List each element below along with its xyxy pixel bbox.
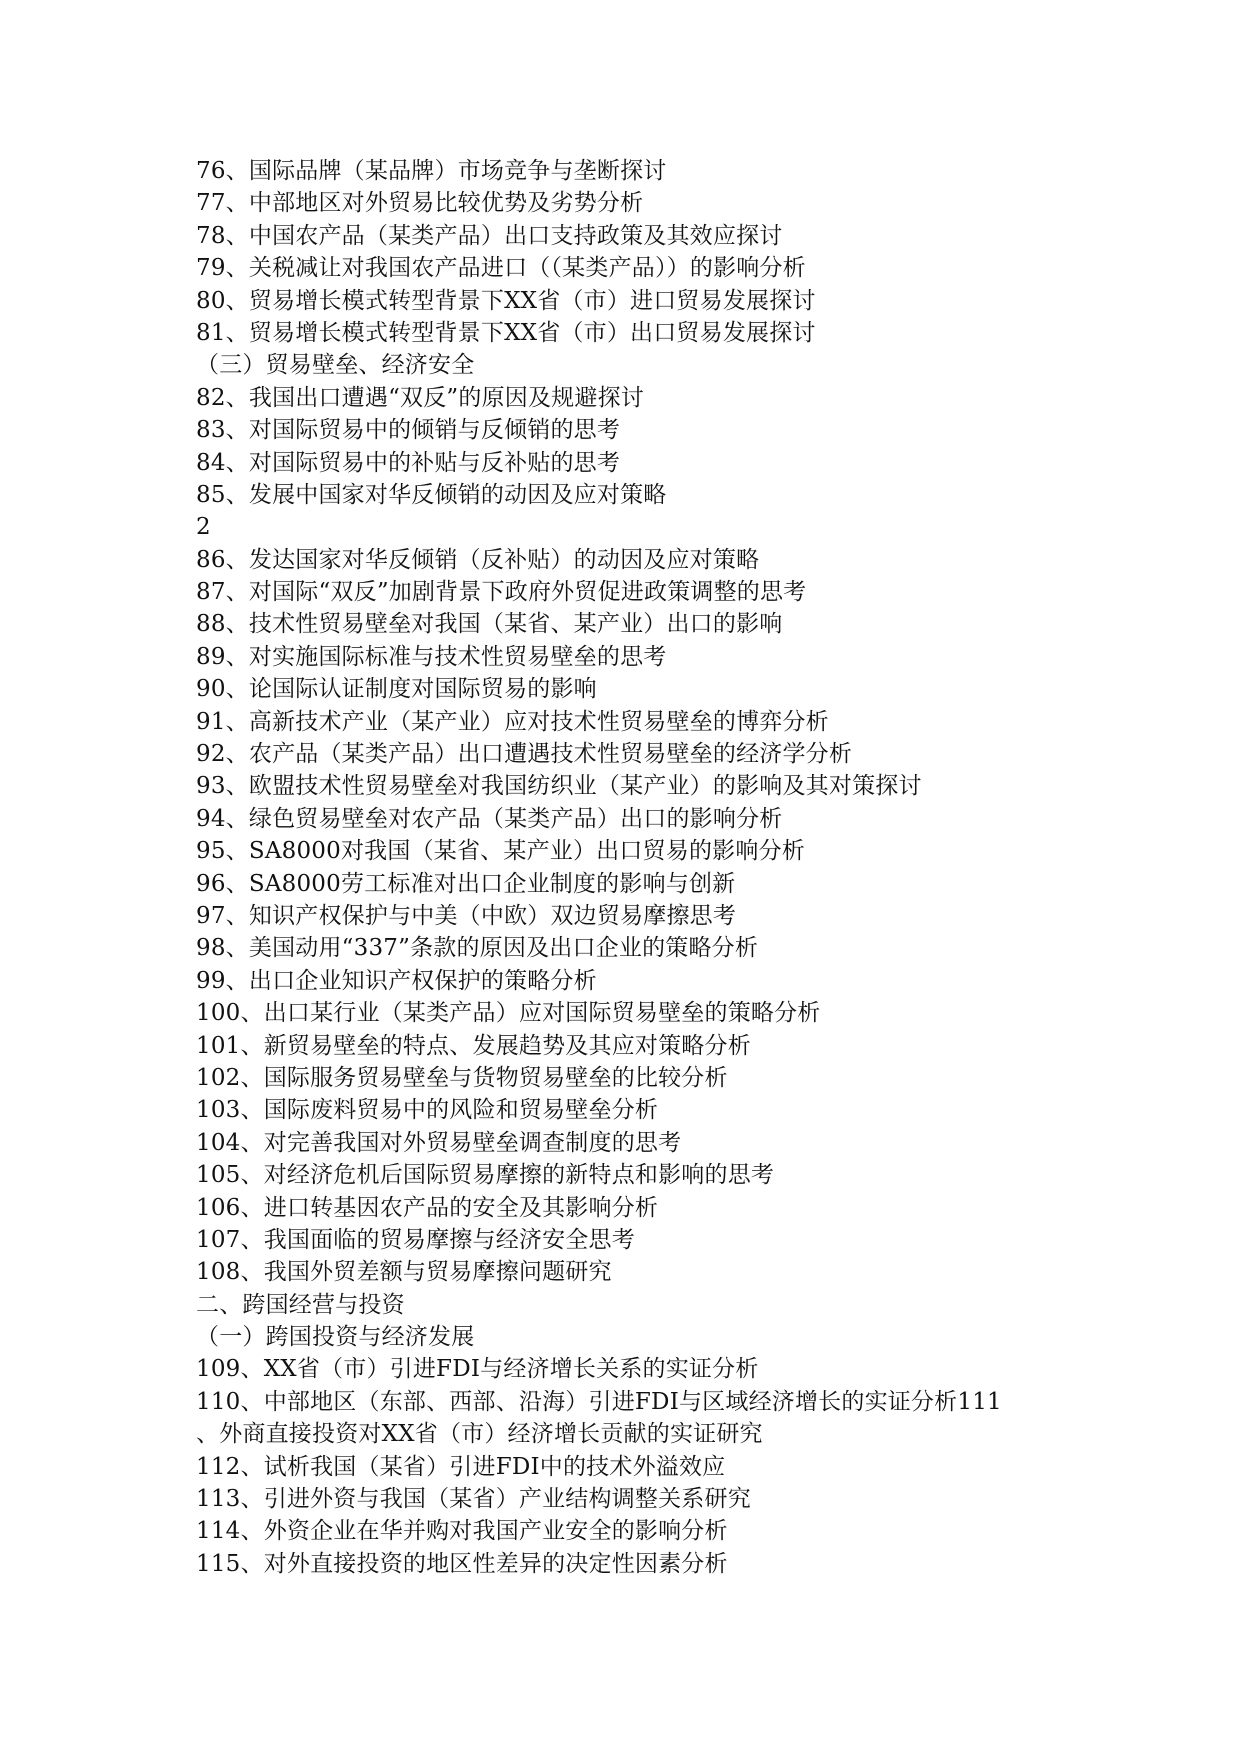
text-line: 89、对实施国际标准与技术性贸易壁垒的思考 [196,643,667,670]
text-line: 112、试析我国（某省）引进FDI中的技术外溢效应 [196,1453,726,1480]
text-line: 87、对国际“双反”加剧背景下政府外贸促进政策调整的思考 [196,579,807,606]
text-line: 82、我国出口遭遇“双反”的原因及规避探讨 [196,384,644,411]
text-line: 85、发展中国家对华反倾销的动因及应对策略 [196,481,667,508]
text-line: 二、跨国经营与投资 [196,1291,405,1318]
text-line: 99、出口企业知识产权保护的策略分析 [196,967,597,994]
text-line: 77、中部地区对外贸易比较优势及劣势分析 [196,190,644,217]
text-line: 106、进口转基因农产品的安全及其影响分析 [196,1194,659,1221]
text-line: 98、美国动用“337”条款的原因及出口企业的策略分析 [196,935,759,962]
text-line: 93、欧盟技术性贸易壁垒对我国纺织业（某产业）的影响及其对策探讨 [196,773,922,800]
text-line: 100、出口某行业（某类产品）应对国际贸易壁垒的策略分析 [196,1000,821,1027]
text-line: 81、贸易增长模式转型背景下XX省（市）出口贸易发展探讨 [196,319,816,346]
text-line: 104、对完善我国对外贸易壁垒调查制度的思考 [196,1129,682,1156]
text-line: 113、引进外资与我国（某省）产业结构调整关系研究 [196,1486,751,1513]
text-line: 97、知识产权保护与中美（中欧）双边贸易摩擦思考 [196,902,737,929]
text-line: 105、对经济危机后国际贸易摩擦的新特点和影响的思考 [196,1162,775,1189]
text-line: 95、SA8000对我国（某省、某产业）出口贸易的影响分析 [196,838,805,865]
text-line: 115、对外直接投资的地区性差异的决定性因素分析 [196,1550,728,1577]
text-line: （三）贸易壁垒、经济安全 [196,352,475,379]
text-line: 96、SA8000劳工标准对出口企业制度的影响与创新 [196,870,736,897]
text-line: 94、绿色贸易壁垒对农产品（某类产品）出口的影响分析 [196,805,783,832]
text-line: 、外商直接投资对XX省（市）经济增长贡献的实证研究 [196,1421,763,1448]
text-line: 2 [196,514,211,541]
text-line: 107、我国面临的贸易摩擦与经济安全思考 [196,1226,635,1253]
text-line: 103、国际废料贸易中的风险和贸易壁垒分析 [196,1097,659,1124]
text-line: （一）跨国投资与经济发展 [196,1324,475,1351]
text-line: 101、新贸易壁垒的特点、发展趋势及其应对策略分析 [196,1032,751,1059]
text-line: 76、国际品牌（某品牌）市场竞争与垄断探讨 [196,158,667,184]
text-line: 90、论国际认证制度对国际贸易的影响 [196,676,597,703]
text-line: 114、外资企业在华并购对我国产业安全的影响分析 [196,1518,728,1545]
text-line: 88、技术性贸易壁垒对我国（某省、某产业）出口的影响 [196,611,783,638]
text-line: 102、国际服务贸易壁垒与货物贸易壁垒的比较分析 [196,1064,728,1091]
text-line: 110、中部地区（东部、西部、沿海）引进FDI与区域经济增长的实证分析111 [196,1388,1002,1415]
text-line: 84、对国际贸易中的补贴与反补贴的思考 [196,449,621,476]
text-line: 92、农产品（某类产品）出口遭遇技术性贸易壁垒的经济学分析 [196,741,853,768]
text-line: 79、关税减让对我国农产品进口（（某类产品））的影响分析 [196,255,806,282]
text-line: 91、高新技术产业（某产业）应对技术性贸易壁垒的博弈分析 [196,708,829,735]
text-line: 80、贸易增长模式转型背景下XX省（市）进口贸易发展探讨 [196,287,816,314]
topic-list [196,155,1056,1580]
text-line: 83、对国际贸易中的倾销与反倾销的思考 [196,417,621,444]
text-line: 109、XX省（市）引进FDI与经济增长关系的实证分析 [196,1356,759,1383]
text-line: 108、我国外贸差额与贸易摩擦问题研究 [196,1259,612,1286]
text-line: 78、中国农产品（某类产品）出口支持政策及其效应探讨 [196,222,783,249]
text-line: 86、发达国家对华反倾销（反补贴）的动因及应对策略 [196,546,760,573]
